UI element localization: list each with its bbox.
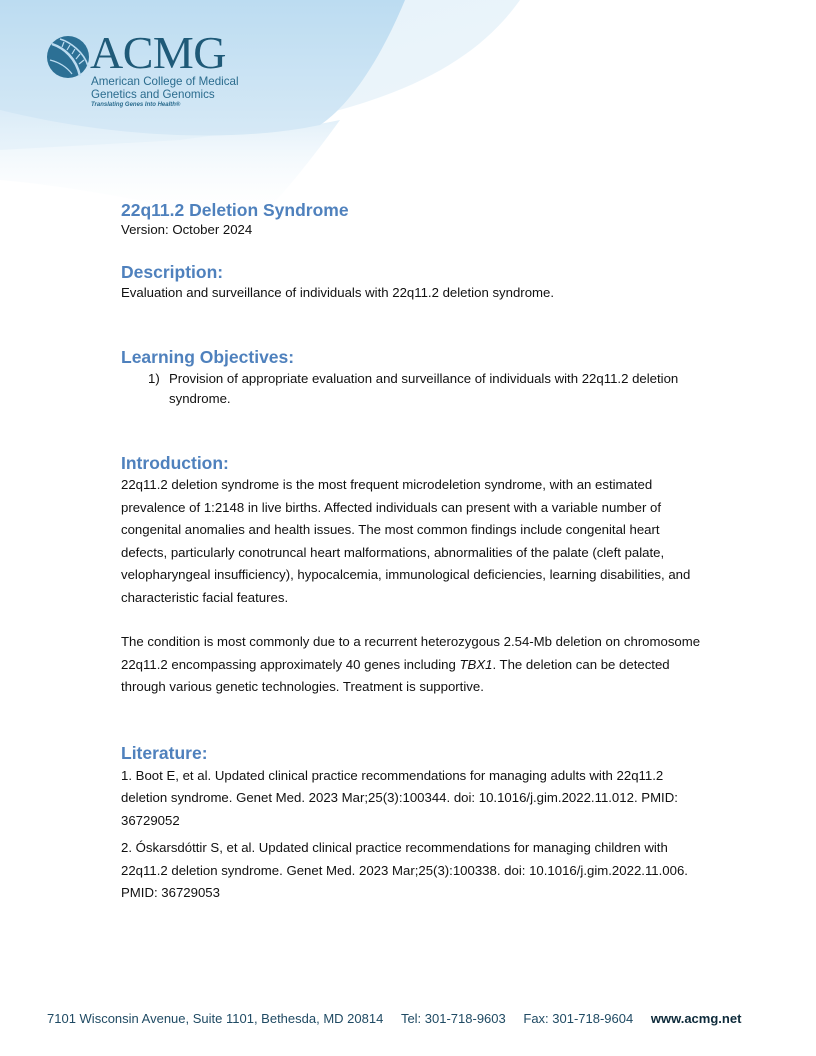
literature-reference: 1. Boot E, et al. Updated clinical practice recommendations for managing adults with 22q11.2 deletion syndrome. Genet Med. 2023 Mar;25(3):100344. doi: 10.1016/j.gim.2022.11.012. PMID: 36729052 — [121, 767, 678, 828]
page-footer — [47, 1011, 787, 1026]
footer-website-link[interactable]: www.acmg.net — [650, 1011, 742, 1026]
document-title: 22q11.2 Deletion Syndrome — [121, 200, 349, 220]
literature-heading: Literature: — [121, 742, 208, 763]
description-text: Evaluation and surveillance of individuals with 22q11.2 deletion syndrome. — [121, 285, 555, 300]
description-heading: Description: — [121, 262, 224, 282]
organization-name-line2: Genetics and Genomics — [91, 87, 215, 101]
introduction-heading: Introduction: — [121, 453, 229, 473]
organization-name — [91, 76, 239, 101]
gene-name: TBX1 — [459, 656, 493, 672]
dna-globe-icon — [46, 34, 92, 80]
introduction-paragraph-2 — [121, 631, 701, 699]
footer-address: 7101 Wisconsin Avenue, Suite 1101, Bethesda, MD 20814 — [47, 1011, 384, 1026]
introduction-paragraph-2-end: . The deletion can be detected through various genetic technologies. Treatment is supportive. — [121, 656, 670, 694]
document-body — [121, 198, 701, 905]
learning-objectives-list — [121, 369, 701, 409]
introduction-paragraph-1: 22q11.2 deletion syndrome is the most frequent microdeletion syndrome, with an estimated prevalence of 1:2148 in live births. Affected individuals can present with a variable number of congenital anomalies and health issues. The most common findings include congenital heart defects, particularly conotruncal heart malformations, abnormalities of the palate (cleft palate, velopharyngeal insufficiency), hypocalcemia, immunological deficiencies, learning disabilities, and characteristic facial features. — [121, 477, 691, 605]
footer-telephone: Tel: 301-718-9603 — [400, 1011, 506, 1026]
footer-fax: Fax: 301-718-9604 — [523, 1011, 634, 1026]
acmg-logo — [46, 27, 246, 112]
learning-objective-number: 1) — [148, 371, 160, 386]
literature-reference: 2. Óskarsdóttir S, et al. Updated clinical practice recommendations for managing children with 22q11.2 deletion syndrome. Genet Med. 2023 Mar;25(3):100338. doi: 10.1016/j.gim.2022.11.006. PMID: 36729053 — [121, 840, 688, 900]
learning-objective-item — [121, 369, 701, 409]
introduction-paragraph-2-start: The condition is most commonly due to a recurrent heterozygous 2.54-Mb deletion on chromosome 22q11.2 encompassing approximately 40 genes including — [121, 634, 701, 672]
learning-objectives-heading: Learning Objectives: — [121, 347, 295, 367]
logo-wordmark: ACMG — [90, 27, 227, 78]
organization-name-line1: American College of Medical — [91, 75, 239, 88]
learning-objective-text: Provision of appropriate evaluation and surveillance of individuals with 22q11.2 deletion syndrome. — [169, 371, 679, 406]
version-label: Version: October 2024 — [121, 222, 253, 237]
logo-tagline: Translating Genes Into Health® — [91, 102, 181, 108]
